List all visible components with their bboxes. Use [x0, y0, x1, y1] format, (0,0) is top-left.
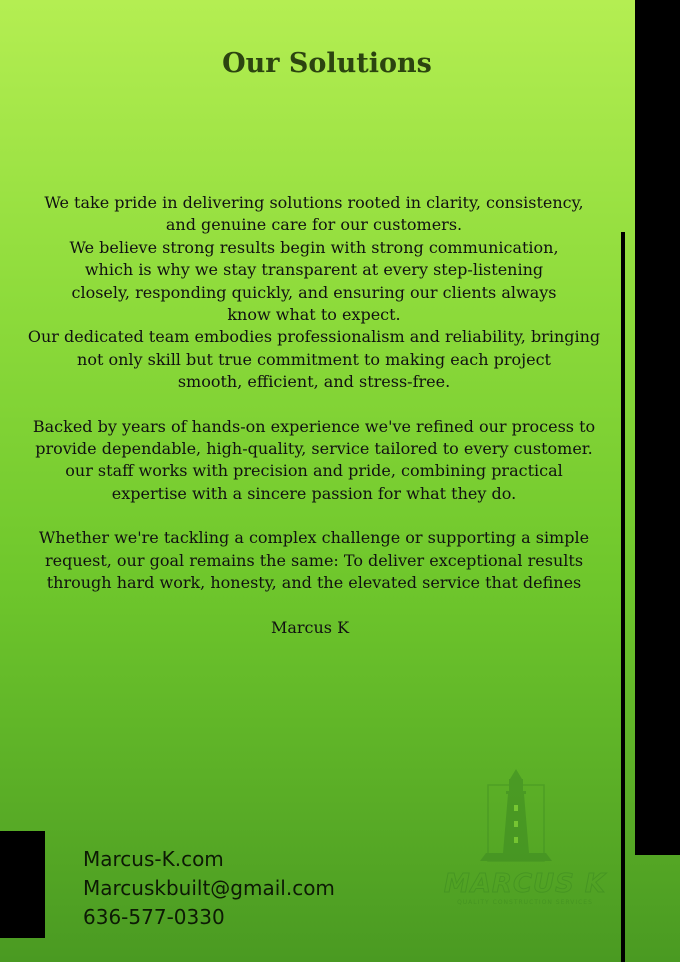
logo-wordmark: MARCUS K [443, 869, 607, 899]
text-line: Backed by years of hands-on experience we've refined our process to [32, 416, 596, 436]
text-line: expertise with a sincere passion for what they do. [111, 483, 517, 503]
text-line: know what to expect. [227, 305, 401, 325]
page-title: Our Solutions [222, 48, 432, 79]
email-link[interactable]: Marcuskbuilt@gmail.com [83, 876, 335, 900]
text-line: Whether we're tackling a complex challenge or supporting a simple [38, 528, 590, 548]
text-line: which is why we stay transparent at every step-listening [84, 260, 544, 280]
website-link[interactable]: Marcus-K.com [83, 847, 224, 871]
paragraph-experience [8, 416, 620, 506]
lighthouse-icon [440, 765, 610, 870]
text-line: We believe strong results begin with strong communication, [69, 237, 559, 257]
paragraph-intro [8, 192, 620, 394]
text-line: through hard work, honesty, and the elevated service that defines [46, 573, 582, 593]
text-line: closely, responding quickly, and ensuring our clients always [71, 282, 557, 302]
left-black-block [0, 831, 45, 938]
contact-block [83, 845, 335, 932]
signature: Marcus K [270, 618, 350, 637]
company-logo [440, 765, 610, 910]
logo-tagline: QUALITY CONSTRUCTION SERVICES [457, 899, 593, 906]
text-line: We take pride in delivering solutions rooted in clarity, consistency, [44, 193, 584, 212]
phone-number[interactable]: 636-577-0330 [83, 905, 225, 929]
text-line: provide dependable, high-quality, service tailored to every customer. [35, 439, 593, 459]
text-line: and genuine care for our customers. [165, 215, 463, 235]
text-line: smooth, efficient, and stress-free. [177, 372, 451, 392]
paragraph-goal [8, 527, 620, 594]
text-line: Our dedicated team embodies professionalism and reliability, bringing [27, 327, 601, 347]
text-line: request, our goal remains the same: To deliver exceptional results [44, 550, 584, 570]
body-copy [8, 192, 620, 617]
text-line: not only skill but true commitment to making each project [77, 349, 551, 369]
right-black-bar [635, 0, 680, 855]
text-line: our staff works with precision and pride, combining practical [65, 461, 563, 481]
vertical-rule [621, 232, 625, 962]
